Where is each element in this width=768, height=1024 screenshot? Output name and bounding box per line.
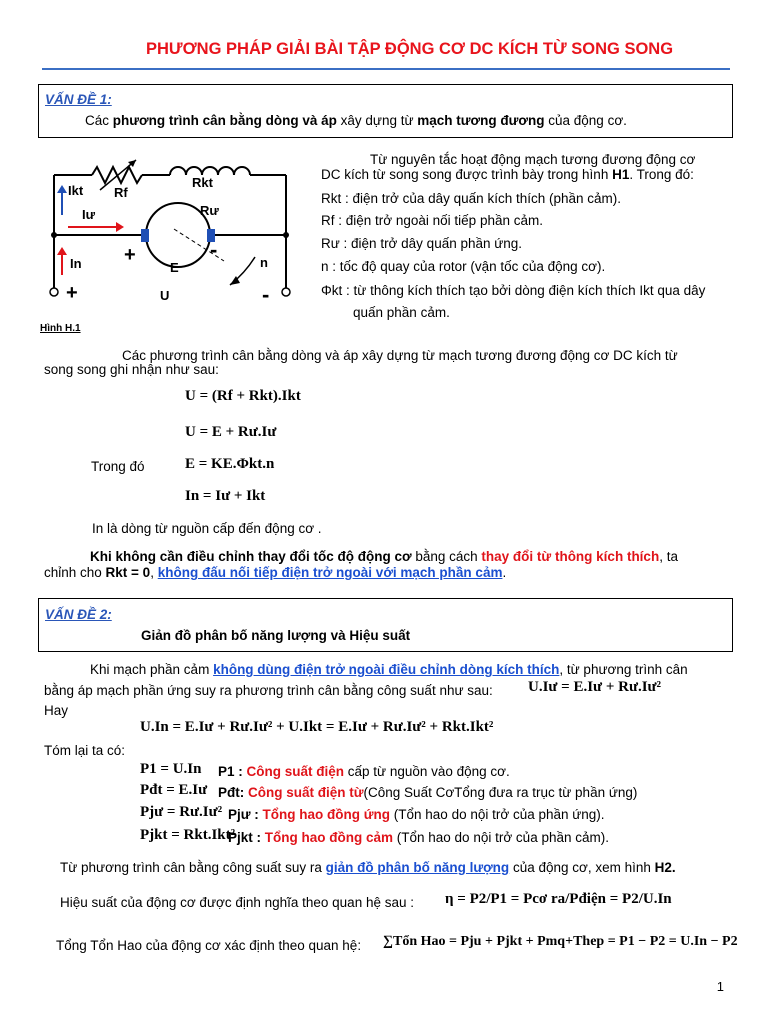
section1-text-bold: phương trình cân bằng dòng và áp [112,113,337,128]
para4-link[interactable]: giản đồ phân bố năng lượng [325,860,510,875]
node-left [51,232,57,238]
para3-link[interactable]: không dùng điện trở ngoài điều chỉnh dòng kích thích [213,662,560,677]
power-pju-sym: Pjư : [228,807,263,822]
para4-c: của động cơ, xem hình [509,860,655,875]
terminal-right [282,288,290,296]
title-divider [42,68,730,70]
efficiency-eq: η = P2/P1 = Pcơ ra/Pđiện = P2/U.In [445,891,672,907]
circuit-diagram [40,145,310,320]
para3-line1 [90,659,688,680]
label-plus-motor: + [124,244,136,266]
label-iu: Iư [82,207,96,222]
power-p1-rest: cấp từ nguồn vào động cơ. [344,764,510,779]
para4-d: H2. [654,860,676,875]
power-pjkt-desc [228,827,609,848]
node-right [283,232,289,238]
section2-box [38,598,733,652]
brush-left [141,229,149,242]
def-rkt: Rkt : điện trở của dây quấn kích thích (phần cảm). [321,191,621,206]
figure-caption: Hình H.1 [40,323,81,334]
page-title: PHƯƠNG PHÁP GIẢI BÀI TẬP ĐỘNG CƠ DC KÍCH TỪ SONG SONG [146,40,674,58]
section1-box [38,84,733,138]
power-pdt-sym: Pđt: [218,785,248,800]
intro-line2-a: DC kích từ song song được trình bày trong hình [321,167,613,182]
def-rf: Rf : điện trở ngoài nối tiếp phần cảm. [321,213,543,228]
para3-hay: Hay [44,703,69,718]
intro-line2-b: H1 [612,167,630,182]
intro-line2 [321,164,694,185]
para3-a: Khi mạch phần cảm [90,662,214,677]
power-p1-name: Công suất điện [246,764,345,779]
intro-line2-c: . Trong đó: [629,167,694,182]
def-phi: Φkt : từ thông kích thích tạo bởi dòng điện kích thích Ikt qua dây [321,283,706,298]
label-ru: Rư [200,203,219,218]
power-pjkt-eq: Pjkt = Rkt.Ikt² [140,827,236,843]
ikt-arrowhead [57,185,67,193]
section1-label: VẤN ĐỀ 1: [45,92,112,107]
terminal-left [50,288,58,296]
label-minus-terminal: - [262,282,270,307]
note-in: In là dòng từ nguồn cấp đến động cơ . [92,521,322,536]
equation-4: In = Iư + Ikt [185,488,266,504]
equation-3: E = KE.Φkt.n [185,456,275,472]
power-pdt-rest: (Công Suất CơTổng đưa ra trục từ phần ứng) [363,785,638,800]
para4-a: Từ phương trình cân bằng công suất suy ra [60,860,326,875]
label-ikt: Ikt [68,183,84,198]
para1-line1: Các phương trình cân bằng dòng và áp xây dựng từ mạch tương đương động cơ DC kích từ [122,348,678,363]
power-pju-name: Tổng hao đồng ứng [262,807,391,822]
section2-label: VẤN ĐỀ 2: [45,607,112,622]
section1-text-bold2: mạch tương đương [417,113,545,128]
para1-line2: song song ghi nhận như sau: [44,362,219,377]
power-balance-eq: U.Iư = E.Iư + Rư.Iư² [528,679,662,695]
section1-text-b: xây dựng từ [336,113,418,128]
para2-e: chỉnh cho [44,565,106,580]
power-pju-rest: (Tổn hao do nội trở của phần ứng). [390,807,605,822]
efficiency-text: Hiệu suất của động cơ được định nghĩa theo quan hệ sau : [60,895,414,910]
para3-c: , từ phương trình cân [559,662,688,677]
losses-text: Tổng Tổn Hao của động cơ xác định theo quan hệ: [56,938,362,953]
section1-text-c: của động cơ. [544,113,627,128]
power-pdt-desc [218,782,637,803]
in-arrowhead [57,247,67,255]
power-pjkt-name: Tổng hao đồng cảm [264,830,394,845]
iu-arrowhead [116,222,124,232]
equation-1: U = (Rf + Rkt).Ikt [185,388,301,404]
power-pjkt-rest: (Tổn hao do nội trở của phần cảm). [393,830,609,845]
label-u: U [160,288,170,303]
def-n: n : tốc độ quay của rotor (vận tốc của động cơ). [321,259,606,274]
power-pjkt-sym: Pjkt : [228,830,265,845]
intro-line1: Từ nguyên tắc hoạt động mạch tương đương động cơ [370,152,696,167]
para4 [60,857,676,878]
def-phi-cont: quấn phần cảm. [353,305,450,320]
power-balance-eq2: U.In = E.Iư + Rư.Iư² + U.Ikt = E.Iư + Rư.Iư² + Rkt.Ikt² [140,719,494,735]
label-minus-motor: - [210,237,218,262]
para2-b: bằng cách [411,549,482,564]
page-number: 1 [716,979,724,994]
power-p1-sym: P1 : [218,764,247,779]
label-rf: Rf [114,185,128,200]
para3-tom: Tóm lại ta có: [44,743,126,758]
label-plus-terminal: + [66,282,78,304]
para2-line2 [44,562,506,583]
section2-text: Giản đồ phân bố năng lượng và Hiệu suất [141,628,411,643]
equation-3-label: Trong đó [91,459,145,474]
para3-line2: bằng áp mạch phần ứng suy ra phương trình cân bằng công suất như sau: [44,683,493,698]
power-pdt-eq: Pđt = E.Iư [140,782,208,798]
power-pju-eq: Pjư = Rư.Iư² [140,804,223,820]
power-p1-desc [218,761,510,782]
def-ru: Rư : điện trở dây quấn phần ứng. [321,236,523,251]
section1-text [85,110,627,131]
power-pdt-name: Công suất điện từ [248,785,364,800]
equation-2: U = E + Rư.Iư [185,424,277,440]
power-pju-desc [228,804,605,825]
para2-d: , ta [659,549,678,564]
para2-f: Rkt = 0 [105,565,151,580]
power-p1-eq: P1 = U.In [140,761,202,777]
para2-c: thay đổi từ thông kích thích [481,549,660,564]
para2-i: . [502,565,507,580]
label-e: E [170,260,179,275]
losses-eq: ∑Tổn Hao = Pju + Pjkt + Pmq+Thep = P1 − P2 = U.In − P2 [383,934,738,949]
label-n: n [260,255,268,270]
para2-link[interactable]: không đấu nối tiếp điện trở ngoài với mạch phần cảm [157,565,503,580]
para2-a: Khi không cần điều chỉnh thay đổi tốc độ động cơ [90,549,412,564]
para2-g: , [150,565,158,580]
label-in: In [70,256,82,271]
section1-text-a: Các [85,113,113,128]
label-rkt: Rkt [192,175,213,190]
